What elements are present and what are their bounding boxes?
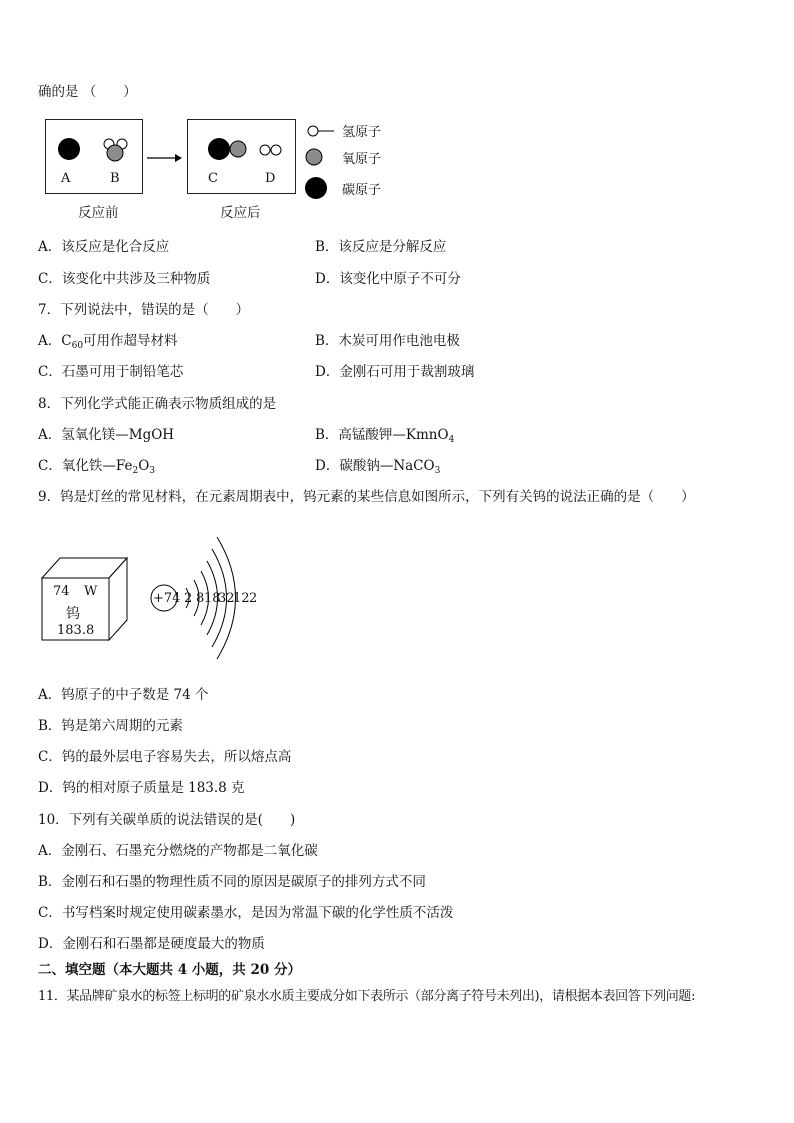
oxygen-atom-C xyxy=(230,141,246,157)
legend-carbon-label: 碳原子 xyxy=(342,182,382,198)
q6-option-A: A．该反应是化合反应 xyxy=(38,239,170,255)
legend-hydrogen-label: 氢原子 xyxy=(342,125,382,140)
hydrogen-legend-icon xyxy=(306,124,336,138)
q7-stem: 7．下列说法中，错误的是（ ） xyxy=(38,302,250,318)
q9-option-D: D．钨的相对原子质量是 183.8 克 xyxy=(38,780,245,796)
q8-stem: 8．下列化学式能正确表示物质组成的是 xyxy=(38,396,277,412)
label-B: B xyxy=(110,171,120,186)
shell-count-5: 12 xyxy=(233,591,250,606)
caption-before: 反应前 xyxy=(78,205,119,221)
carbon-atom-C xyxy=(208,138,230,160)
shell-count-6: 2 xyxy=(249,591,258,606)
q9-stem: 9．钨是灯丝的常见材料，在元素周期表中，钨元素的某些信息如图所示，下列有关钨的说法正确的是（ ） xyxy=(38,489,695,505)
nucleus-charge: +74 xyxy=(153,591,181,606)
element-symbol: W xyxy=(84,584,98,599)
shell-count-3: 18 xyxy=(204,591,221,606)
q6-stem-tail: 确的是 （ ） xyxy=(38,84,137,100)
q8-option-B: B．高锰酸钾—KmnO$_4$ xyxy=(315,427,455,445)
q9-option-A: A．钨原子的中子数是 74 个 xyxy=(38,687,209,703)
q10-option-A: A．金刚石、石墨充分燃烧的产物都是二氧化碳 xyxy=(38,843,318,859)
reaction-arrow-icon xyxy=(147,153,183,163)
reaction-before-molecules xyxy=(45,119,143,194)
element-atomic-number: 74 xyxy=(53,584,70,599)
oxygen-atom-B xyxy=(107,145,123,161)
legend-hydrogen xyxy=(306,121,381,140)
element-name: 钨 xyxy=(66,606,80,622)
carbon-atom-A xyxy=(58,138,80,160)
q10-option-B: B．金刚石和石墨的物理性质不同的原因是碳原子的排列方式不同 xyxy=(38,874,426,890)
q8-option-A: A．氢氧化镁—MgOH xyxy=(38,427,175,443)
q10-option-C: C．书写档案时规定使用碳素墨水，是因为常温下碳的化学性质不活泼 xyxy=(38,905,454,921)
label-A: A xyxy=(61,171,71,186)
shell-count-4: 32 xyxy=(218,591,235,606)
q10-stem: 10．下列有关碳单质的说法错误的是( ) xyxy=(38,812,296,828)
q6-option-B: B．该反应是分解反应 xyxy=(315,239,447,255)
legend-carbon xyxy=(304,176,381,200)
caption-after: 反应后 xyxy=(220,205,261,221)
q7-option-B: B．木炭可用作电池电极 xyxy=(315,333,460,349)
q7-option-A: A．$C_{60}$可用作超导材料 xyxy=(38,333,178,351)
shell-count-2: 8 xyxy=(196,591,205,606)
shell-count-1: 2 xyxy=(184,591,193,606)
element-mass: 183.8 xyxy=(57,623,95,638)
hydrogen-atom-D1 xyxy=(260,145,270,155)
oxygen-legend-icon xyxy=(304,147,336,167)
q10-option-D: D．金刚石和石墨都是硬度最大的物质 xyxy=(38,936,265,952)
q6-option-D: D．该变化中原子不可分 xyxy=(315,271,461,287)
q9-option-C: C．钨的最外层电子容易失去，所以熔点高 xyxy=(38,749,292,765)
legend-oxygen xyxy=(304,147,381,167)
q8-option-D: D．碳酸钠—NaCO$_3$ xyxy=(315,458,441,476)
q9-option-B: B．钨是第六周期的元素 xyxy=(38,718,183,734)
q6-option-C: C．该变化中共涉及三种物质 xyxy=(38,271,211,287)
q7-option-C: C．石墨可用于制铅笔芯 xyxy=(38,364,184,380)
legend-oxygen-label: 氧原子 xyxy=(342,151,382,167)
q7-option-D: D．金刚石可用于裁割玻璃 xyxy=(315,364,475,380)
carbon-legend-icon xyxy=(304,176,336,200)
q11-stem: 11．某品牌矿泉水的标签上标明的矿泉水水质主要成分如下表所示（部分离子符号未列出)，请根据本表回答下列问题: xyxy=(38,989,696,1004)
hydrogen-atom-D2 xyxy=(271,145,281,155)
reaction-after-molecules xyxy=(187,119,297,194)
section-2-title: 二、填空题（本大题共 4 小题，共 20 分） xyxy=(38,962,301,978)
q8-option-C: C．氧化铁$—Fe_2O_3$ xyxy=(38,458,155,476)
label-D: D xyxy=(265,171,276,186)
label-C: C xyxy=(208,171,218,186)
